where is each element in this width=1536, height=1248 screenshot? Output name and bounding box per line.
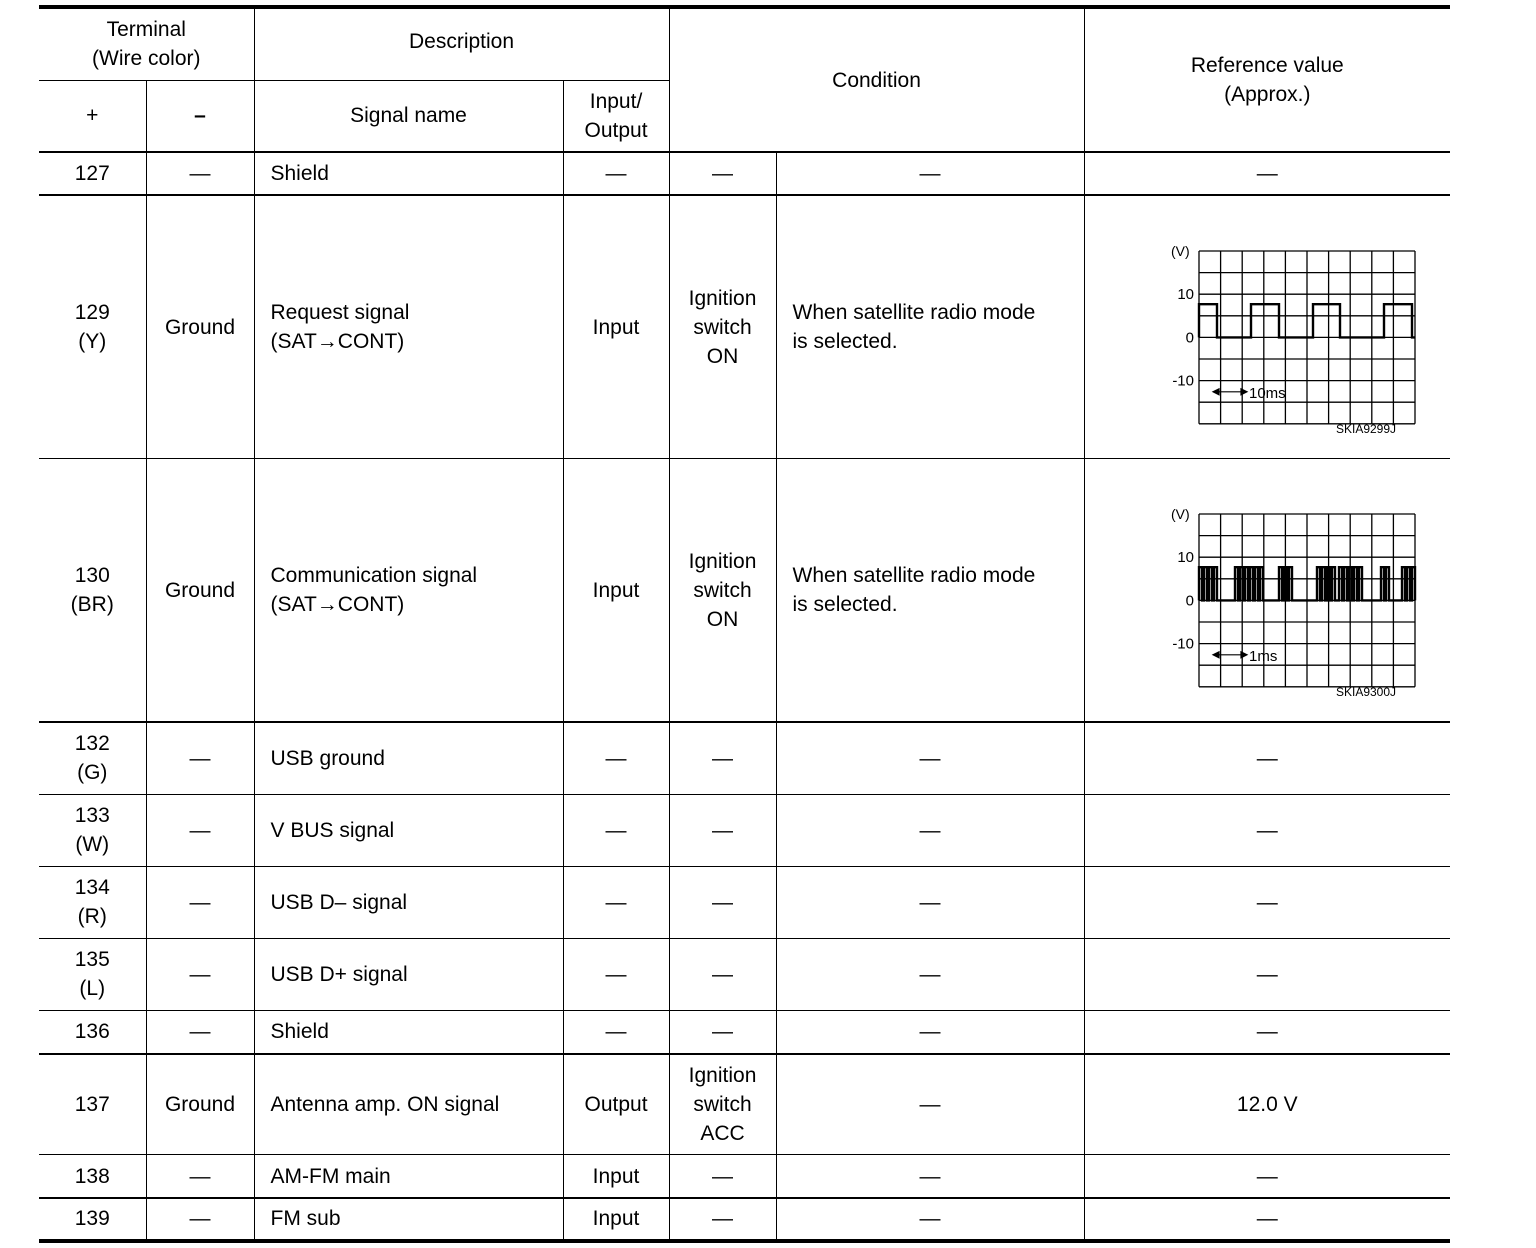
minus-header: –: [146, 80, 254, 152]
figure-caption: SKIA9300J: [1335, 685, 1397, 700]
condition-switch-cell: —: [669, 794, 776, 866]
input-output-cell: Output: [563, 1054, 669, 1155]
terminal-minus-cell: —: [146, 152, 254, 195]
timebase-label: 10ms: [1249, 384, 1286, 402]
reference-value-cell: —: [1084, 938, 1450, 1010]
reference-value-cell: [1084, 195, 1450, 458]
waveform-graph: [1117, 480, 1417, 700]
waveform-graph: [1117, 217, 1417, 437]
condition-detail-cell: —: [776, 1054, 1084, 1155]
signal-name-cell: USB ground: [254, 722, 563, 794]
terminal-plus-cell: 135 (L): [39, 938, 146, 1010]
input-output-cell: —: [563, 152, 669, 195]
condition-detail-cell: —: [776, 1198, 1084, 1241]
table-row: [39, 722, 1450, 794]
terminal-plus-cell: 127: [39, 152, 146, 195]
input-output-cell: —: [563, 938, 669, 1010]
condition-switch-cell: —: [669, 1011, 776, 1054]
figure-caption: SKIA9299J: [1335, 422, 1397, 437]
signal-name-cell: USB D+ signal: [254, 938, 563, 1010]
condition-switch-cell: Ignition switch ACC: [669, 1054, 776, 1155]
waveform-tick: 10: [1177, 286, 1195, 304]
reference-value-cell: [1084, 459, 1450, 722]
terminal-minus-cell: —: [146, 938, 254, 1010]
reference-value-cell: 12.0 V: [1084, 1054, 1450, 1155]
table-row: [39, 1198, 1450, 1241]
terminal-minus-cell: Ground: [146, 1054, 254, 1155]
terminal-minus-cell: —: [146, 1011, 254, 1054]
terminal-minus-cell: —: [146, 1155, 254, 1198]
terminal-plus-cell: 137: [39, 1054, 146, 1155]
reference-value-cell: —: [1084, 722, 1450, 794]
condition-detail-cell: When satellite radio mode is selected.: [776, 195, 1084, 458]
reference-value-cell: —: [1084, 794, 1450, 866]
signal-name-cell: Communication signal (SAT→CONT): [254, 459, 563, 722]
terminal-plus-cell: 129 (Y): [39, 195, 146, 458]
terminal-plus-cell: 138: [39, 1155, 146, 1198]
input-output-cell: —: [563, 866, 669, 938]
condition-switch-cell: —: [669, 1198, 776, 1241]
condition-switch-cell: —: [669, 1155, 776, 1198]
signal-name-cell: FM sub: [254, 1198, 563, 1241]
input-output-cell: Input: [563, 195, 669, 458]
waveform-ylabel: (V): [1171, 506, 1190, 523]
terminal-minus-cell: —: [146, 866, 254, 938]
reference-header: Reference value (Approx.): [1084, 7, 1450, 152]
condition-switch-cell: Ignition switch ON: [669, 195, 776, 458]
waveform-tick: 0: [1185, 592, 1195, 610]
terminal-plus-cell: 130 (BR): [39, 459, 146, 722]
condition-detail-cell: —: [776, 1155, 1084, 1198]
table-row: [39, 459, 1450, 722]
reference-value-cell: —: [1084, 1198, 1450, 1241]
signal-name-cell: Shield: [254, 152, 563, 195]
input-output-cell: —: [563, 722, 669, 794]
timebase-label: 1ms: [1249, 647, 1278, 665]
input-output-cell: Input: [563, 1155, 669, 1198]
condition-detail-cell: —: [776, 866, 1084, 938]
signal-name-cell: USB D– signal: [254, 866, 563, 938]
terminal-plus-cell: 139: [39, 1198, 146, 1241]
terminal-minus-cell: Ground: [146, 195, 254, 458]
terminal-table: [39, 5, 1450, 1243]
terminal-header: Terminal (Wire color): [39, 7, 254, 80]
condition-switch-cell: Ignition switch ON: [669, 459, 776, 722]
terminal-minus-cell: —: [146, 1198, 254, 1241]
condition-switch-cell: —: [669, 866, 776, 938]
condition-switch-cell: —: [669, 938, 776, 1010]
reference-value-cell: —: [1084, 1011, 1450, 1054]
condition-header: Condition: [669, 7, 1084, 152]
input-output-cell: Input: [563, 1198, 669, 1241]
signal-name-cell: Antenna amp. ON signal: [254, 1054, 563, 1155]
condition-detail-cell: —: [776, 152, 1084, 195]
terminal-plus-cell: 133 (W): [39, 794, 146, 866]
condition-detail-cell: —: [776, 722, 1084, 794]
condition-detail-cell: —: [776, 1011, 1084, 1054]
table-row: [39, 1155, 1450, 1198]
timebase-arrow: [1213, 652, 1247, 658]
condition-switch-cell: —: [669, 152, 776, 195]
input-output-cell: Input: [563, 459, 669, 722]
signal-name-header: Signal name: [254, 80, 563, 152]
table-row: [39, 1054, 1450, 1155]
table-row: [39, 1011, 1450, 1054]
waveform-tick: 10: [1177, 549, 1195, 567]
condition-switch-cell: —: [669, 722, 776, 794]
description-header: Description: [254, 7, 669, 80]
timebase-arrow: [1213, 389, 1247, 395]
table-row: [39, 195, 1450, 458]
reference-value-cell: —: [1084, 866, 1450, 938]
terminal-plus-cell: 132 (G): [39, 722, 146, 794]
io-header: Input/ Output: [563, 80, 669, 152]
waveform-tick: -10: [1172, 635, 1195, 653]
reference-value-cell: —: [1084, 152, 1450, 195]
terminal-minus-cell: Ground: [146, 459, 254, 722]
signal-name-cell: AM-FM main: [254, 1155, 563, 1198]
terminal-plus-cell: 136: [39, 1011, 146, 1054]
waveform-tick: -10: [1172, 372, 1195, 390]
signal-name-cell: Shield: [254, 1011, 563, 1054]
waveform-tick: 0: [1185, 329, 1195, 347]
condition-detail-cell: —: [776, 794, 1084, 866]
terminal-minus-cell: —: [146, 722, 254, 794]
condition-detail-cell: When satellite radio mode is selected.: [776, 459, 1084, 722]
condition-detail-cell: —: [776, 938, 1084, 1010]
signal-name-cell: Request signal (SAT→CONT): [254, 195, 563, 458]
plus-header: +: [39, 80, 146, 152]
input-output-cell: —: [563, 1011, 669, 1054]
table-row: [39, 938, 1450, 1010]
table-row: [39, 152, 1450, 195]
terminal-plus-cell: 134 (R): [39, 866, 146, 938]
signal-name-cell: V BUS signal: [254, 794, 563, 866]
reference-value-cell: —: [1084, 1155, 1450, 1198]
waveform-ylabel: (V): [1171, 243, 1190, 260]
input-output-cell: —: [563, 794, 669, 866]
terminal-minus-cell: —: [146, 794, 254, 866]
table-row: [39, 794, 1450, 866]
table-row: [39, 866, 1450, 938]
